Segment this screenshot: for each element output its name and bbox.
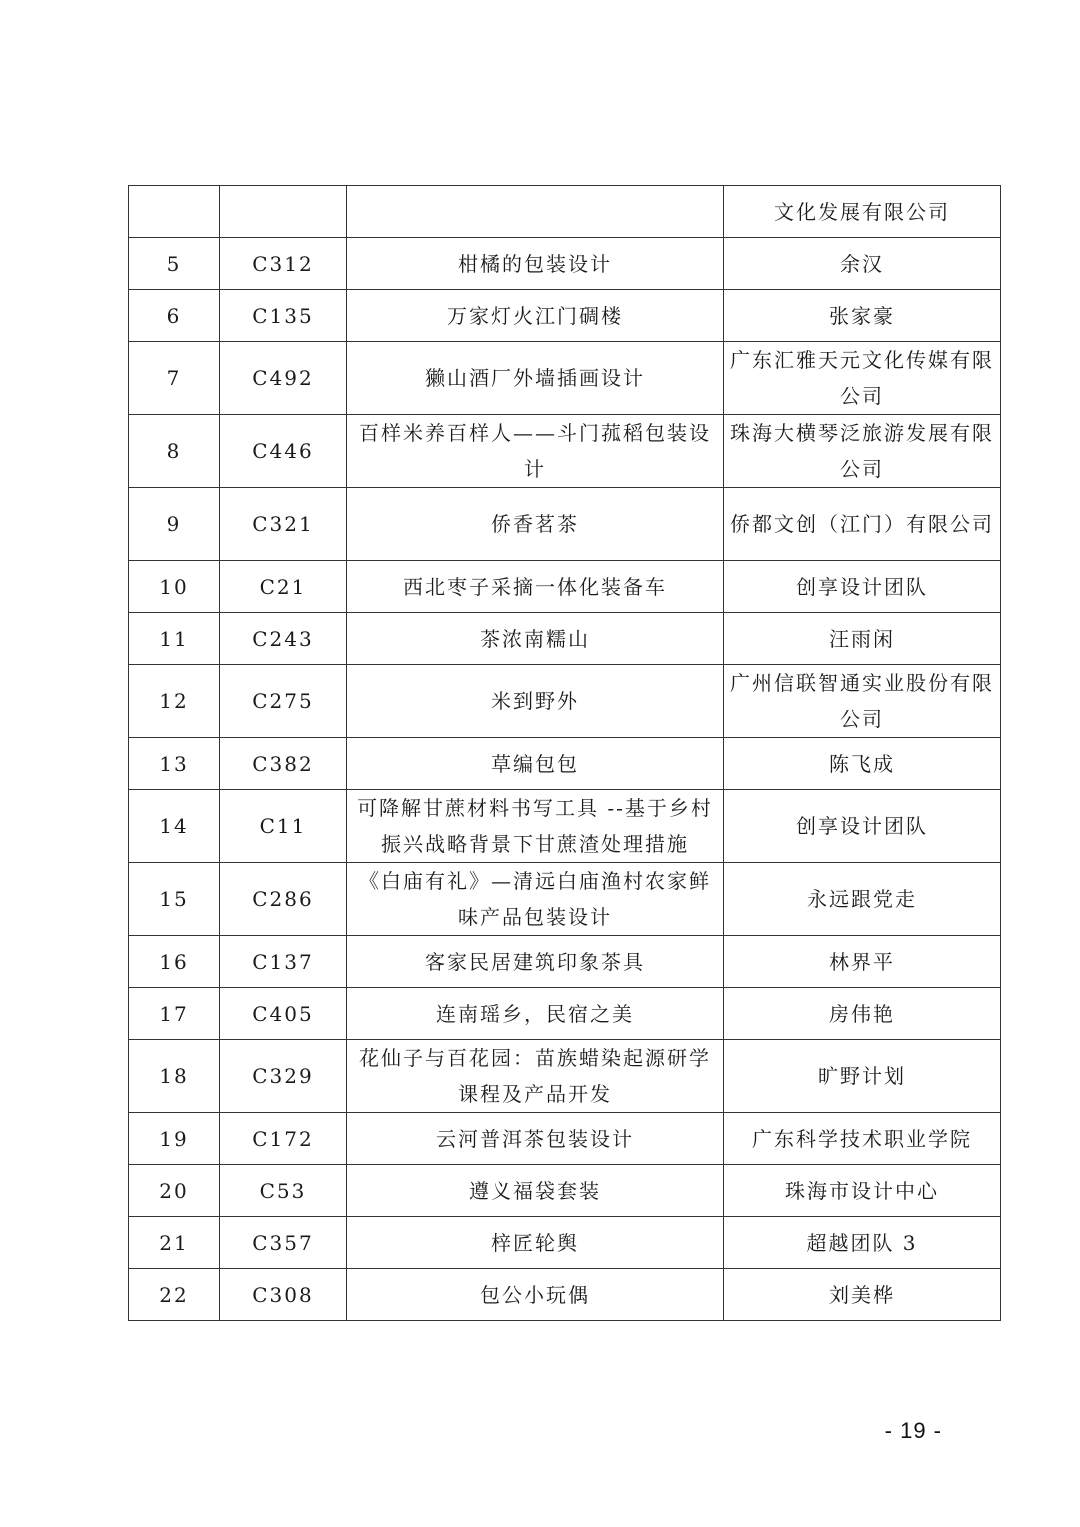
cell-organization: 广东科学技术职业学院 bbox=[724, 1113, 1001, 1165]
cell-number: 8 bbox=[129, 415, 220, 488]
cell-code: C243 bbox=[220, 613, 347, 665]
cell-code: C312 bbox=[220, 238, 347, 290]
cell-organization: 余汉 bbox=[724, 238, 1001, 290]
cell-project-title: 《白庙有礼》—清远白庙渔村农家鲜味产品包装设计 bbox=[347, 863, 724, 936]
table-row bbox=[129, 290, 1001, 342]
cell-organization: 文化发展有限公司 bbox=[724, 186, 1001, 238]
cell-project-title: 西北枣子采摘一体化装备车 bbox=[347, 561, 724, 613]
cell-code: C308 bbox=[220, 1269, 347, 1321]
awards-table bbox=[128, 185, 1001, 1321]
cell-code: C53 bbox=[220, 1165, 347, 1217]
cell-organization: 刘美桦 bbox=[724, 1269, 1001, 1321]
cell-organization: 珠海市设计中心 bbox=[724, 1165, 1001, 1217]
table-row bbox=[129, 613, 1001, 665]
cell-number: 18 bbox=[129, 1040, 220, 1113]
cell-project-title: 梓匠轮舆 bbox=[347, 1217, 724, 1269]
cell-number: 16 bbox=[129, 936, 220, 988]
table-row bbox=[129, 1165, 1001, 1217]
cell-number: 21 bbox=[129, 1217, 220, 1269]
cell-organization: 广东汇雅天元文化传媒有限公司 bbox=[724, 342, 1001, 415]
cell-project-title: 可降解甘蔗材料书写工具 --基于乡村振兴战略背景下甘蔗渣处理措施 bbox=[347, 790, 724, 863]
cell-project-title: 草编包包 bbox=[347, 738, 724, 790]
cell-code: C492 bbox=[220, 342, 347, 415]
cell-project-title: 茶浓南糯山 bbox=[347, 613, 724, 665]
table-row bbox=[129, 561, 1001, 613]
cell-number: 12 bbox=[129, 665, 220, 738]
cell-number: 11 bbox=[129, 613, 220, 665]
cell-code: C382 bbox=[220, 738, 347, 790]
cell-organization: 永远跟党走 bbox=[724, 863, 1001, 936]
cell-project-title: 侨香茗茶 bbox=[347, 488, 724, 561]
cell-number: 10 bbox=[129, 561, 220, 613]
cell-number bbox=[129, 186, 220, 238]
cell-code: C357 bbox=[220, 1217, 347, 1269]
cell-organization: 林界平 bbox=[724, 936, 1001, 988]
cell-project-title: 遵义福袋套装 bbox=[347, 1165, 724, 1217]
cell-code: C275 bbox=[220, 665, 347, 738]
cell-organization: 陈飞成 bbox=[724, 738, 1001, 790]
cell-project-title: 米到野外 bbox=[347, 665, 724, 738]
cell-number: 9 bbox=[129, 488, 220, 561]
cell-organization: 张家豪 bbox=[724, 290, 1001, 342]
cell-code: C21 bbox=[220, 561, 347, 613]
cell-code: C137 bbox=[220, 936, 347, 988]
table-row bbox=[129, 1113, 1001, 1165]
cell-code: C11 bbox=[220, 790, 347, 863]
table-row bbox=[129, 936, 1001, 988]
table-body bbox=[129, 186, 1001, 1321]
cell-project-title: 包公小玩偶 bbox=[347, 1269, 724, 1321]
cell-number: 14 bbox=[129, 790, 220, 863]
cell-code: C321 bbox=[220, 488, 347, 561]
cell-organization: 创享设计团队 bbox=[724, 561, 1001, 613]
cell-number: 15 bbox=[129, 863, 220, 936]
table-row bbox=[129, 738, 1001, 790]
cell-number: 22 bbox=[129, 1269, 220, 1321]
cell-code: C286 bbox=[220, 863, 347, 936]
cell-organization: 旷野计划 bbox=[724, 1040, 1001, 1113]
cell-number: 7 bbox=[129, 342, 220, 415]
cell-code: C446 bbox=[220, 415, 347, 488]
table-row bbox=[129, 988, 1001, 1040]
table-row bbox=[129, 665, 1001, 738]
cell-project-title: 万家灯火江门碉楼 bbox=[347, 290, 724, 342]
cell-project-title: 柑橘的包装设计 bbox=[347, 238, 724, 290]
cell-code: C329 bbox=[220, 1040, 347, 1113]
cell-number: 19 bbox=[129, 1113, 220, 1165]
table-row bbox=[129, 1269, 1001, 1321]
cell-project-title: 连南瑶乡，民宿之美 bbox=[347, 988, 724, 1040]
cell-code: C405 bbox=[220, 988, 347, 1040]
cell-number: 20 bbox=[129, 1165, 220, 1217]
table-row bbox=[129, 342, 1001, 415]
cell-organization: 房伟艳 bbox=[724, 988, 1001, 1040]
cell-organization: 超越团队 3 bbox=[724, 1217, 1001, 1269]
cell-code: C135 bbox=[220, 290, 347, 342]
cell-project-title bbox=[347, 186, 724, 238]
table-row bbox=[129, 415, 1001, 488]
table-row bbox=[129, 790, 1001, 863]
table-row bbox=[129, 186, 1001, 238]
cell-code: C172 bbox=[220, 1113, 347, 1165]
cell-number: 13 bbox=[129, 738, 220, 790]
cell-project-title: 百样米养百样人——斗门菰稻包装设计 bbox=[347, 415, 724, 488]
table-row bbox=[129, 1040, 1001, 1113]
cell-code bbox=[220, 186, 347, 238]
cell-organization: 汪雨闲 bbox=[724, 613, 1001, 665]
page-number: - 19 - bbox=[884, 1418, 942, 1443]
cell-project-title: 客家民居建筑印象茶具 bbox=[347, 936, 724, 988]
cell-project-title: 花仙子与百花园：苗族蜡染起源研学课程及产品开发 bbox=[347, 1040, 724, 1113]
cell-organization: 广州信联智通实业股份有限公司 bbox=[724, 665, 1001, 738]
cell-organization: 侨都文创（江门）有限公司 bbox=[724, 488, 1001, 561]
cell-number: 5 bbox=[129, 238, 220, 290]
table-row bbox=[129, 863, 1001, 936]
table-row bbox=[129, 238, 1001, 290]
cell-organization: 创享设计团队 bbox=[724, 790, 1001, 863]
cell-project-title: 云河普洱茶包装设计 bbox=[347, 1113, 724, 1165]
cell-project-title: 獭山酒厂外墙插画设计 bbox=[347, 342, 724, 415]
table-row bbox=[129, 488, 1001, 561]
cell-organization: 珠海大横琴泛旅游发展有限公司 bbox=[724, 415, 1001, 488]
cell-number: 6 bbox=[129, 290, 220, 342]
cell-number: 17 bbox=[129, 988, 220, 1040]
table-row bbox=[129, 1217, 1001, 1269]
